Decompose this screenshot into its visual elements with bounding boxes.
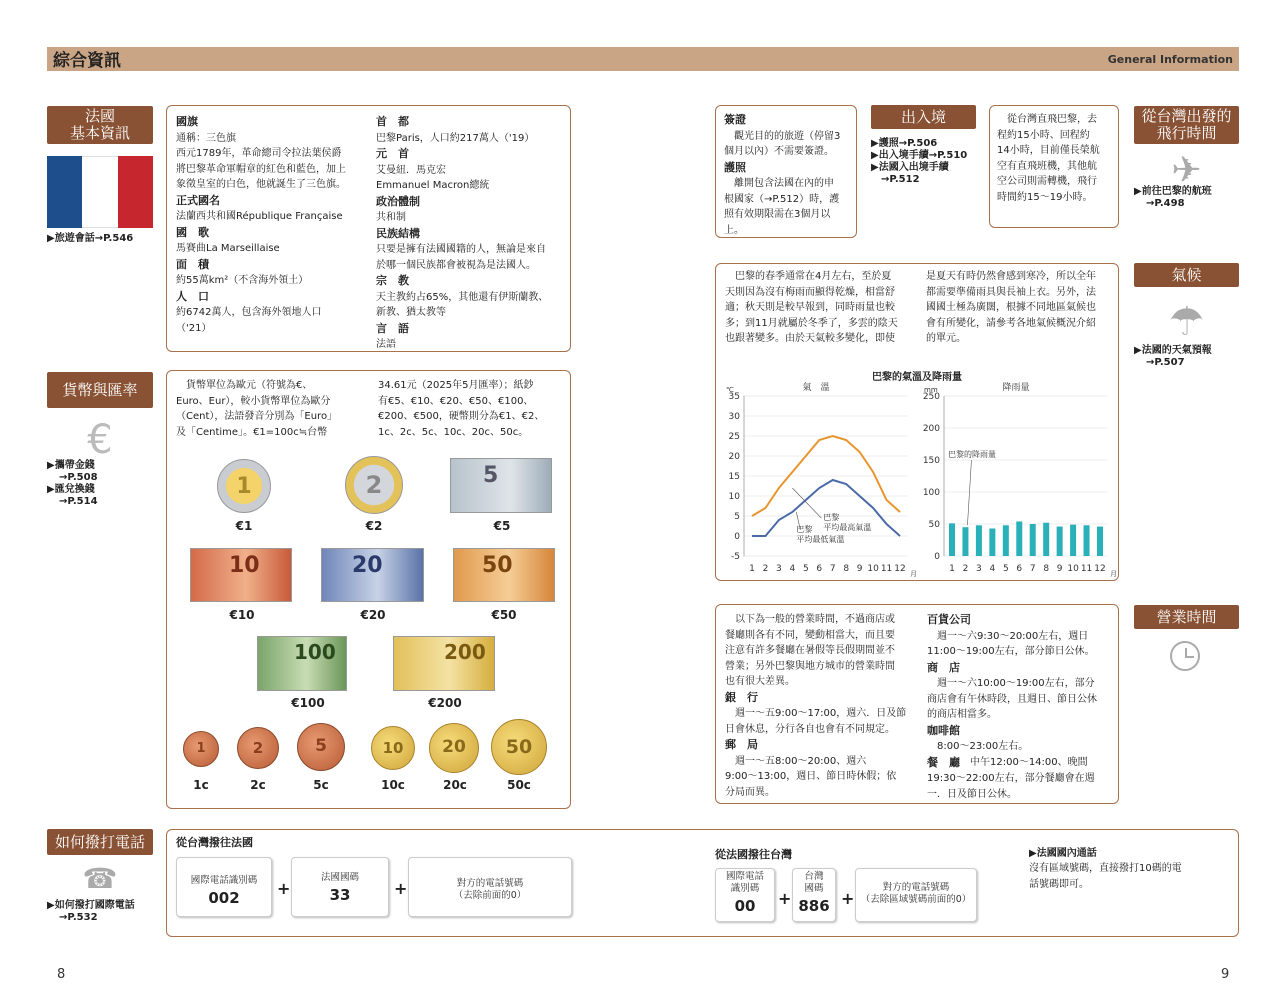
population-line: 約6742萬人，包含海外領地人口: [176, 307, 322, 318]
fr-intl-code-label-2: 識別碼: [730, 883, 760, 894]
currency-text: （Cent），法語發音分別為「Euro」: [176, 411, 338, 422]
rain-tick-label: 200: [922, 424, 940, 434]
rain-bar: [949, 523, 955, 556]
rain-x-tick-label: 11: [1080, 564, 1093, 574]
rain-x-tick-label: 9: [1056, 564, 1063, 574]
restaurant-text: 19:30～22:00左右，部分餐廳會在週: [927, 773, 1095, 784]
domestic-call-heading: ▶法國國內通話: [1029, 848, 1097, 859]
post-text: 分局而異。: [725, 786, 775, 798]
weather-text: 會有所變化，請參考各地氣候概況介紹: [926, 317, 1096, 329]
french-flag: [47, 156, 153, 228]
coin-2-euro: [345, 456, 403, 514]
banknote-100-euro: [257, 636, 347, 691]
rain-chart-label: 降雨量: [1002, 383, 1030, 393]
temp-x-tick-label: 8: [843, 564, 850, 574]
weather-ref-page: →P.507: [1146, 357, 1185, 368]
fr-country-code-label-2: 國碼: [804, 883, 824, 894]
temp-max-name-2: 平均最高氣溫: [823, 523, 872, 532]
restaurant-text: 一．日及節日公休。: [927, 788, 1017, 800]
rain-bar: [989, 528, 995, 556]
temp-min-name-2: 平均最低氣溫: [796, 535, 845, 544]
banknote-10-euro: [190, 548, 292, 602]
passport-text: 離開包含法國在內的申: [724, 178, 834, 189]
currency-text: Euro、Eur），較小貨幣單位為歐分: [176, 395, 331, 407]
plus-sign: +: [394, 879, 408, 898]
basic-tag-line2: 基本資訊: [69, 124, 130, 142]
weather-box: [715, 263, 1119, 581]
rain-x-tick-label: 10: [1067, 564, 1079, 574]
passport-text: 上。: [724, 224, 744, 236]
banknote-5-num: 5: [483, 463, 499, 488]
coin-10-cent-label: 10c: [381, 778, 405, 792]
plus-sign: +: [277, 879, 291, 898]
rain-bar: [1016, 521, 1022, 556]
fr-phone-number-note: （去除區域號碼前面的0）: [860, 894, 972, 905]
passport-heading: 護照: [724, 160, 746, 174]
temp-min-name-1: 巴黎: [796, 525, 813, 534]
temp-x-tick-label: 10: [867, 564, 879, 574]
temp-unit: ℃: [726, 386, 734, 394]
section-title: 綜合資訊: [53, 51, 121, 71]
flag-heading: 國旗: [176, 115, 198, 128]
coin-10-cent-num: 10: [382, 738, 404, 757]
weather-text: 天則因為沒有梅雨而顯得乾燥，相當舒: [725, 286, 895, 298]
post-heading: 郵 局: [725, 738, 758, 751]
coin-2-cent-label: 2c: [250, 778, 266, 792]
coin-5-cent-label: 5c: [313, 778, 329, 792]
hours-box: [715, 604, 1119, 804]
rain-bar: [976, 525, 982, 556]
temp-tick-label: 25: [728, 432, 740, 442]
banknote-20-label: €20: [360, 608, 386, 622]
coin-1-cent-num: 1: [196, 741, 206, 757]
banknote-20-num: 20: [352, 553, 383, 578]
temp-x-tick-label: 9: [856, 564, 863, 574]
rain-series-name: 巴黎的降雨量: [948, 450, 996, 459]
passport-text: 根國家（→P.512）時，護: [724, 193, 840, 205]
flight-time-tag: [1134, 106, 1239, 144]
rain-bar: [1030, 524, 1036, 556]
coin-50-cent-label: 50c: [507, 778, 531, 792]
tw-country-code-label: 法國國碼: [320, 872, 359, 883]
temp-x-tick-label: 12: [894, 564, 906, 574]
banknote-50-label: €50: [491, 608, 517, 622]
rain-x-tick-label: 2: [962, 564, 969, 574]
section-title-en: General Information: [1107, 53, 1233, 66]
flight-text: 14小時，目前僅長榮航: [997, 145, 1100, 156]
domestic-call-text: 話號碼即可。: [1029, 878, 1089, 890]
fr-phone-number-label: 對方的電話號碼: [882, 882, 950, 893]
temp-tick-label: 0: [734, 532, 740, 542]
weather-text: 適；秋天則是較早報到，同時雨量也較: [725, 302, 895, 313]
from-taiwan-heading: 從台灣撥往法國: [176, 836, 253, 849]
ethnic-line: 只要是擁有法國國籍的人，無論是來自: [376, 244, 546, 255]
official-name-value: 法蘭西共和國République Française: [176, 211, 343, 222]
rain-unit: mm: [924, 386, 938, 394]
plane-icon: ✈: [1171, 150, 1202, 191]
banknote-200-euro: [393, 636, 495, 691]
visa-box: [715, 105, 857, 238]
official-name-heading: 正式國名: [176, 193, 220, 207]
entry-ref: →P.512: [871, 174, 920, 185]
tw-intl-code-card: [176, 857, 272, 917]
phone-ref[interactable]: [47, 900, 135, 924]
fr-country-code-value: 886: [798, 897, 830, 915]
flight-tag-line2: 飛行時間: [1156, 124, 1217, 142]
rain-bar: [1084, 525, 1090, 556]
banknote-200-num: 200: [444, 640, 486, 664]
coin-5-cent-num: 5: [315, 736, 327, 757]
euro-icon: €: [87, 417, 113, 463]
rain-x-tick-label: 5: [1002, 564, 1009, 574]
from-france-heading: 從法國撥往台灣: [715, 848, 792, 861]
rain-x-tick-label: 8: [1043, 564, 1050, 574]
head-heading: 元 首: [376, 147, 409, 160]
flight-text: 空公司則需轉機，飛行: [997, 176, 1097, 187]
rain-bar: [1070, 525, 1076, 556]
fr-country-code-card: [792, 868, 836, 922]
section-header: [47, 47, 1239, 71]
anthem-heading: 國 歌: [176, 225, 209, 239]
currency-ref-1[interactable]: [47, 460, 98, 508]
tw-intl-code-label: 國際電話識別碼: [190, 875, 258, 886]
visa-heading: 簽證: [724, 113, 746, 126]
rain-x-tick-label: 7: [1029, 564, 1036, 574]
weather-text: 也跟著變多。由於天氣較多變化，即使: [725, 333, 895, 344]
coin-50-cent-num: 50: [505, 735, 533, 758]
temp-x-tick-label: 1: [749, 564, 755, 574]
language-heading: 言 語: [376, 321, 409, 335]
banknote-50-num: 50: [482, 553, 513, 578]
temp-x-unit: 月: [910, 570, 917, 578]
weather-text: 國國土極為廣闊，根據不同地區氣候也: [926, 302, 1096, 313]
banknote-100-num: 100: [294, 640, 336, 664]
plus-sign: +: [841, 889, 855, 908]
basic-info-box: [166, 105, 571, 352]
rain-x-unit: 月: [1110, 570, 1117, 578]
restaurant-heading: 餐 廳: [927, 755, 960, 769]
flight-text: 從台灣直飛巴黎，去: [997, 114, 1097, 125]
phone-icon: ☎: [82, 862, 118, 895]
capital-value: 巴黎Paris，人口約217萬人（'19）: [376, 132, 535, 144]
tw-country-code-card: [291, 857, 389, 917]
weather-text: 都需要準備雨具與長袖上衣。另外，法: [926, 286, 1096, 298]
rain-tick-label: 50: [928, 520, 940, 530]
shop-text: 的商店相當多。: [927, 709, 997, 720]
temp-x-tick-label: 2: [762, 564, 769, 574]
area-heading: 面 積: [176, 257, 209, 271]
bank-text: 日會休息，分行各自也會有不同規定。: [725, 723, 895, 735]
coin-1-euro-num: 1: [236, 473, 252, 499]
shop-text: 週一～六10:00～19:00左右，部分: [927, 678, 1095, 689]
tw-intl-code-value: 002: [208, 889, 240, 907]
coin-2-euro-label: €2: [365, 519, 383, 533]
visa-text: 觀光目的的旅遊（停留3: [724, 130, 841, 142]
hours-intro: 也有很大差異。: [725, 676, 795, 687]
flag-line: 象徵皇室的白色，他就誕生了三色旗。: [176, 179, 346, 190]
coin-1-cent-label: 1c: [193, 778, 209, 792]
fr-country-code-label: 台灣: [804, 871, 824, 882]
weather-text: 巴黎的春季通常在4月左右，至於夏: [725, 271, 892, 282]
rain-tick-label: 150: [922, 456, 940, 466]
rain-x-tick-label: 6: [1016, 564, 1023, 574]
clock-icon: [1170, 641, 1200, 671]
domestic-call-text: 沒有區域號碼，直接撥打10碼的電: [1029, 863, 1182, 874]
flight-tag-line1: 從台灣出發的: [1141, 107, 1232, 125]
weather-ref[interactable]: [1134, 345, 1212, 369]
population-heading: 人 口: [176, 289, 209, 303]
cafe-heading: 咖啡館: [927, 723, 960, 737]
coin-1-euro: [217, 459, 271, 513]
temp-x-tick-label: 11: [880, 564, 893, 574]
flight-ref-page: →P.498: [1146, 198, 1185, 209]
currency-text: 貨幣單位為歐元（符號為€、: [176, 380, 313, 391]
temp-x-tick-label: 7: [829, 564, 836, 574]
temp-tick-label: 10: [728, 492, 740, 502]
passport-text: 照有效期限需在3個月以: [724, 209, 831, 220]
hours-intro: 營業；另外巴黎與地方城市的營業時間: [725, 660, 895, 672]
currency-ref-1-label: ▶攜帶金錢: [47, 460, 95, 471]
visa-text: 個月以內）不需要簽證。: [724, 146, 834, 157]
weather-text: 多；到11月就屬於冬季了，多雲的陰天: [725, 317, 898, 329]
temp-max-name-1: 巴黎: [823, 513, 840, 522]
language-value: 法語: [376, 339, 396, 350]
coin-10-cent: [371, 726, 415, 770]
coin-1-euro-label: €1: [235, 519, 253, 533]
area-value: 約55萬km²（不含海外領土）: [176, 275, 309, 286]
dept-text: 11:00～19:00左右，部分節日公休。: [927, 646, 1095, 657]
flag-line: 西元1789年，革命總司令拉法葉侯爵: [176, 148, 342, 159]
post-text: 週一～五8:00～20:00、週六: [725, 755, 867, 767]
banknote-100-label: €100: [291, 696, 325, 710]
rain-tick-label: 0: [934, 552, 940, 562]
hours-intro: 以下為一般的營業時間，不過商店或: [725, 614, 895, 625]
basic-tag-line1: 法國: [84, 107, 115, 125]
coin-2-euro-num: 2: [365, 471, 383, 499]
rain-bar: [1097, 527, 1103, 556]
rain-bar: [1003, 525, 1009, 556]
rain-bar: [962, 527, 968, 556]
basic-info-tag: [47, 106, 153, 144]
temp-tick-label: 20: [728, 452, 740, 462]
fr-intl-code-card: [715, 868, 775, 922]
fr-intl-code-label: 國際電話: [725, 871, 764, 882]
coin-20-cent-num: 20: [442, 737, 466, 758]
temp-x-tick-label: 3: [776, 564, 782, 574]
capital-heading: 首 都: [376, 115, 409, 128]
rain-x-tick-label: 12: [1094, 564, 1106, 574]
tw-phone-number-label: 對方的電話號碼: [456, 878, 524, 889]
currency-ref-2-label: ▶匯兌換錢: [47, 484, 95, 495]
restaurant-text: 中午12:00～14:00、晚間: [960, 756, 1088, 768]
currency-text: 1c、2c、5c、10c、20c、50c。: [378, 426, 529, 438]
hours-intro: 餐廳則各有不同，變動相當大，而且要: [725, 629, 895, 641]
flight-text: 空有直飛班機，其他航: [997, 160, 1097, 172]
banknote-200-label: €200: [428, 696, 462, 710]
politics-heading: 政治體制: [376, 194, 420, 208]
ethnic-heading: 民族結構: [376, 226, 420, 240]
temp-chart-label: 氣 溫: [802, 383, 830, 393]
ethnic-line: 於哪一個民族都會被視為是法國人。: [376, 259, 536, 271]
temp-x-tick-label: 4: [789, 564, 796, 574]
population-line: （'21）: [176, 322, 212, 334]
post-text: 9:00～13:00，週日、節日時休假；依: [725, 771, 897, 782]
bank-heading: 銀 行: [725, 690, 758, 704]
banknote-20-euro: [321, 548, 424, 602]
temp-x-tick-label: 6: [816, 564, 823, 574]
coin-5-cent: [297, 723, 345, 771]
banknote-5-label: €5: [493, 519, 511, 533]
currency-text: €200、€500，硬幣則分為€1、€2、: [378, 411, 545, 422]
head-line: Emmanuel Macron總統: [376, 180, 490, 191]
bank-text: 週一～五9:00～17:00，週六．日及節: [725, 708, 907, 719]
tw-phone-number-note: （去除前面的0）: [453, 890, 527, 901]
page-number-right: 9: [1221, 967, 1230, 982]
dept-heading: 百貨公司: [927, 613, 971, 626]
currency-text: 34.61元（2025年5月匯率）；紙鈔: [378, 380, 534, 391]
religion-line: 新教、猶太教等: [376, 307, 446, 318]
temp-tick-label: 35: [728, 392, 740, 402]
coin-2-cent-num: 2: [252, 738, 264, 757]
dept-text: 週一～六9:30～20:00左右，週日: [927, 630, 1089, 642]
umbrella-icon: ☂: [1168, 299, 1205, 345]
entry-tag: 出入境: [871, 105, 976, 129]
fr-intl-code-value: 00: [734, 897, 756, 915]
temp-tick-label: 5: [734, 512, 740, 522]
flight-box: [989, 105, 1119, 228]
currency-tag: 貨幣與匯率: [47, 372, 153, 408]
coin-50-cent: [491, 719, 547, 775]
temp-tick-label: 15: [728, 472, 740, 482]
phone-ref-label: ▶如何撥打國際電話: [47, 900, 135, 911]
cafe-text: 8:00～23:00左右。: [927, 741, 1029, 752]
tw-country-code-value: 33: [329, 886, 351, 904]
anthem-value: 馬賽曲La Marseillaise: [176, 243, 280, 254]
shop-text: 商店會有午休時段，且週日、節日公休: [927, 693, 1097, 705]
climate-chart: [716, 366, 1118, 580]
flight-ref[interactable]: [1134, 186, 1212, 210]
banknote-10-num: 10: [229, 553, 260, 578]
flag-line: 將巴黎革命軍帽章的紅色和藍色，加上: [176, 163, 346, 175]
religion-heading: 宗 教: [376, 274, 409, 287]
phone-tag: 如何撥打電話: [47, 829, 153, 855]
phone-ref-page: →P.532: [59, 912, 98, 923]
weather-text: 的單元。: [926, 333, 966, 344]
hours-tag: 營業時間: [1134, 605, 1239, 629]
plus-sign: +: [778, 889, 792, 908]
entry-ref: ▶法國入出境手續: [871, 162, 949, 173]
rain-tick-label: 250: [922, 392, 940, 402]
flag-line: 通稱：三色旗: [176, 132, 236, 144]
coin-2-cent: [237, 727, 279, 769]
politics-value: 共和制: [376, 212, 406, 223]
entry-ref: ▶出入境手續→P.510: [871, 150, 968, 161]
rain-x-tick-label: 4: [989, 564, 996, 574]
weather-tag: 氣候: [1134, 263, 1239, 287]
rain-pointer: [967, 460, 971, 525]
weather-ref-label: ▶法國的天氣預報: [1134, 345, 1212, 356]
flag-ref[interactable]: ▶旅遊會話→P.546: [47, 233, 134, 244]
religion-line: 天主教約占65%，其他還有伊斯蘭教、: [376, 291, 549, 303]
coin-1-cent: [183, 731, 219, 767]
rain-x-tick-label: 1: [949, 564, 955, 574]
banknote-50-euro: [453, 548, 555, 602]
hours-intro: 注意有許多餐廳在暑假等長假期間並不: [725, 645, 895, 656]
shop-heading: 商 店: [927, 660, 960, 674]
rain-x-tick-label: 3: [976, 564, 982, 574]
currency-text: 及「Centime」。€1=100c≒台幣: [176, 426, 328, 438]
rain-tick-label: 100: [922, 488, 940, 498]
temp-tick-label: -5: [731, 552, 740, 562]
phone-box: [166, 829, 1239, 937]
currency-ref-1-page: →P.508: [59, 472, 98, 483]
banknote-10-label: €10: [229, 608, 255, 622]
temp-tick-label: 30: [728, 412, 740, 422]
rain-bar: [1043, 523, 1049, 556]
temp-x-tick-label: 5: [802, 564, 809, 574]
currency-box: [166, 370, 571, 809]
fr-phone-number-card: [855, 868, 977, 922]
currency-ref-2-page: →P.514: [59, 496, 98, 507]
rain-bar: [1057, 527, 1063, 556]
weather-text: 是夏天有時仍然會感到寒冷，所以全年: [926, 271, 1096, 282]
coin-20-cent: [429, 723, 479, 773]
tw-phone-number-card: [408, 857, 572, 917]
coin-20-cent-label: 20c: [443, 778, 467, 792]
page-number-left: 8: [57, 967, 66, 982]
entry-ref: ▶護照→P.506: [871, 138, 938, 149]
currency-text: 有€5、€10、€20、€50、€100、: [378, 395, 534, 407]
entry-refs[interactable]: [871, 138, 967, 186]
flight-text: 時間約15～19小時。: [997, 191, 1093, 203]
flight-text: 程約15小時、回程約: [997, 129, 1090, 141]
head-line: 艾曼紐．馬克宏: [376, 164, 446, 176]
chart-title: 巴黎的氣溫及降雨量: [872, 372, 962, 383]
flight-ref-label: ▶前往巴黎的航班: [1134, 186, 1212, 197]
banknote-5-euro: [450, 458, 552, 513]
